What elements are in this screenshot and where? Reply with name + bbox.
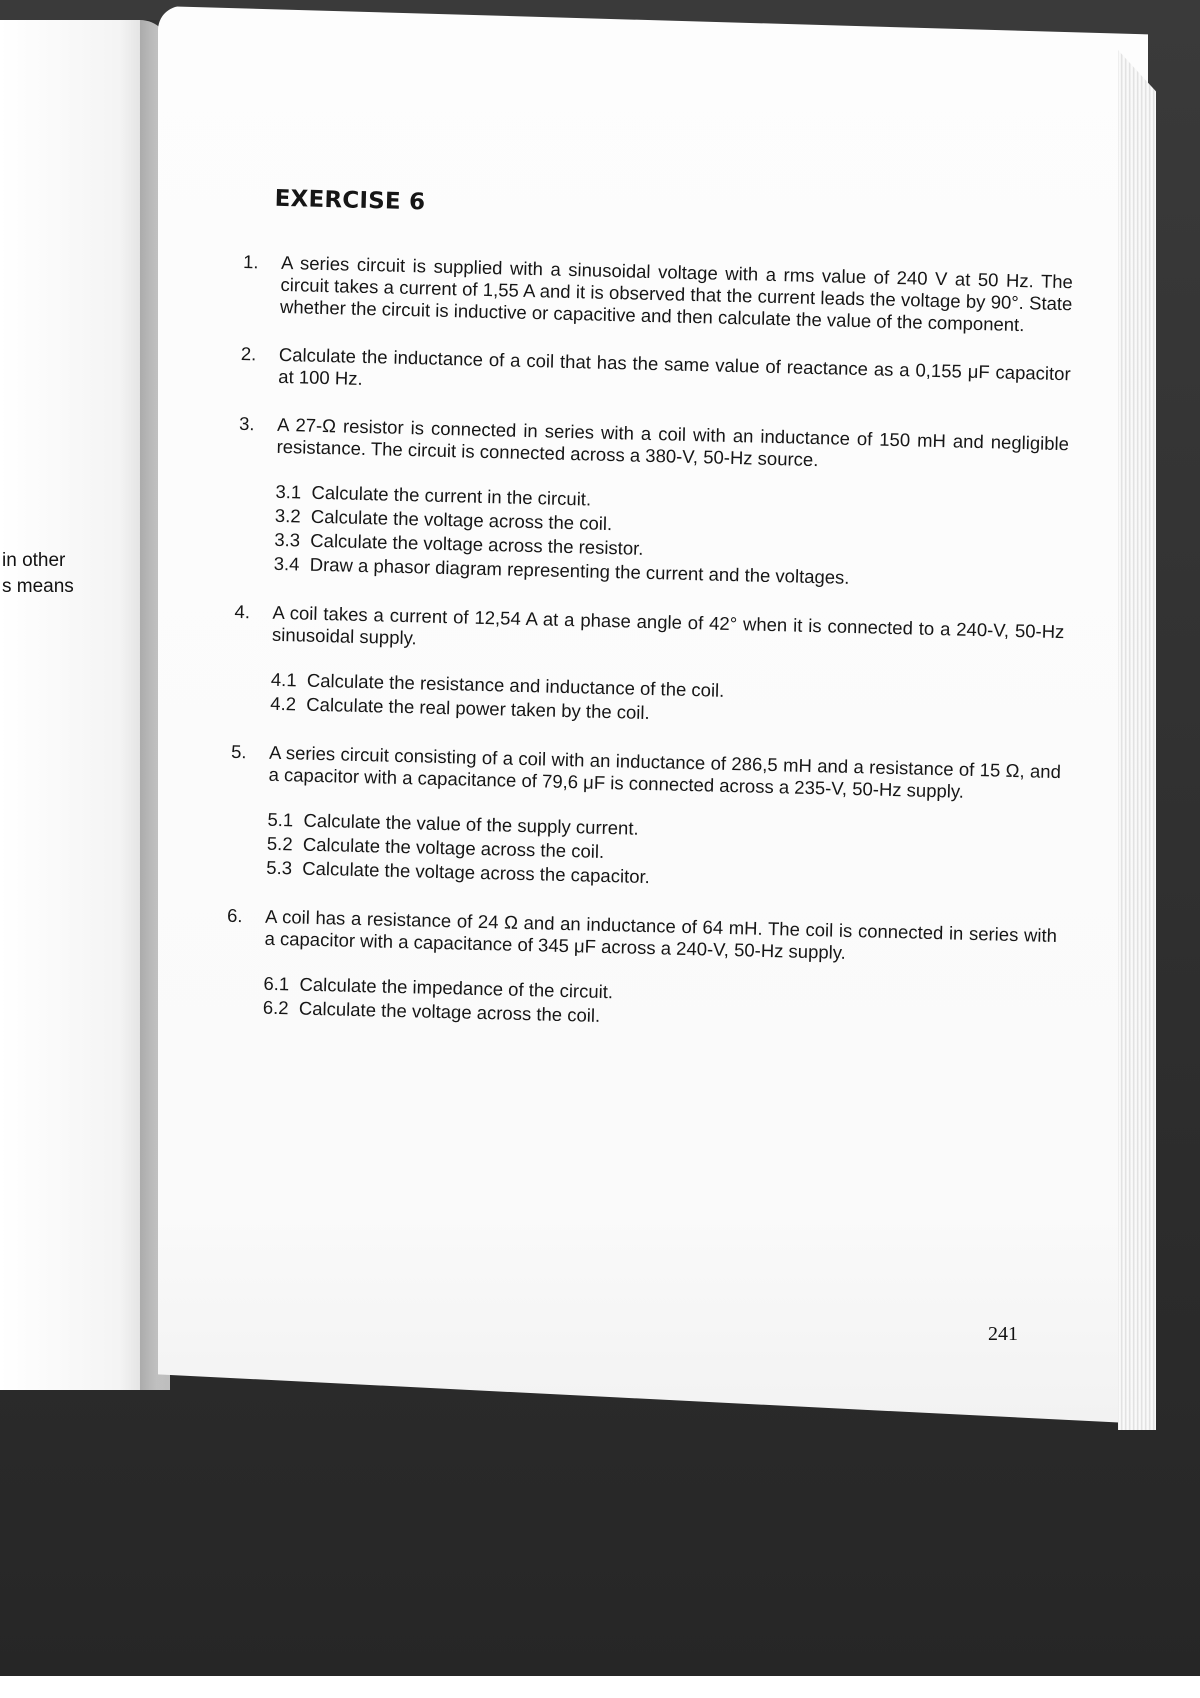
- question-number: 4.: [234, 600, 251, 623]
- page-number: 241: [988, 1323, 1018, 1345]
- sub-question-number: 3.2: [274, 504, 301, 527]
- sub-question-number: 4.1: [270, 668, 297, 691]
- sub-question-text: Calculate the current in the circuit.: [311, 481, 592, 510]
- page-edge-stack: [1118, 50, 1156, 1430]
- question-text: Calculate the inductance of a coil that has the same value of reactance as a 0,155 μF capacitor at 100 Hz.: [278, 343, 1071, 389]
- sub-question-text: Draw a phasor diagram representing the current and the voltages.: [309, 553, 850, 588]
- sub-question-text: Calculate the voltage across the coil.: [302, 833, 605, 862]
- sub-question-text: Calculate the voltage across the coil.: [310, 505, 613, 535]
- sub-question-list: [273, 480, 1067, 595]
- sub-question-number: 3.4: [273, 552, 300, 575]
- question-text: A coil takes a current of 12,54 A at a phase angle of 42° when it is connected to a 240-V, 50-Hz sinusoidal supply.: [271, 601, 1065, 649]
- sub-question-number: 5.3: [266, 856, 293, 879]
- question-number: 6.: [226, 904, 243, 927]
- sub-question-list: [266, 808, 1060, 899]
- question-6: [225, 905, 1058, 1039]
- sub-question-text: Calculate the voltage across the resistor.: [310, 529, 644, 559]
- sub-question-number: 6.2: [262, 996, 289, 1019]
- sub-question-text: Calculate the voltage across the coil.: [298, 997, 601, 1026]
- question-text: A 27-Ω resistor is connected in series with a coil with an inductance of 150 mH and negligible resistance. The circuit is connected across a 380-V, 50-Hz source.: [276, 413, 1070, 471]
- sub-question-list: [270, 668, 1063, 735]
- sub-question-text: Calculate the real power taken by the coil.: [306, 693, 650, 724]
- question-3: [235, 413, 1069, 595]
- sub-question-text: Calculate the value of the supply current.: [303, 809, 639, 839]
- question-number: 5.: [230, 740, 247, 763]
- question-text: A series circuit is supplied with a sinusoidal voltage with a rms value of 240 V at 50 Hz. The circuit takes a current of 1,55 A and it is observed that the current leads the voltage by 90°. State whether the circuit is inductive or capacitive and then calculate the value of the component.: [279, 251, 1074, 336]
- question-number: 2.: [240, 342, 257, 365]
- exercise-content: [224, 185, 1075, 1065]
- sub-question-number: 5.2: [266, 832, 293, 855]
- sub-question-text: Calculate the voltage across the capacitor.: [302, 857, 651, 888]
- sub-question-list: [263, 972, 1056, 1039]
- sub-question-number: 4.2: [270, 692, 297, 715]
- question-text: A series circuit consisting of a coil with an inductance of 286,5 mH and a resistance of 15 Ω, and a capacitor with a capacitance of 79,6 μF is connected across a 235-V, 50-Hz supply.: [268, 741, 1062, 802]
- question-number: 1.: [242, 250, 259, 273]
- sub-question-number: 3.3: [274, 528, 301, 551]
- sub-question-text: Calculate the resistance and inductance of the coil.: [306, 669, 725, 701]
- question-4: [232, 601, 1065, 735]
- left-page-fragment-1: in other: [2, 550, 66, 571]
- sub-question-text: Calculate the impedance of the circuit.: [299, 973, 614, 1003]
- question-5: [228, 741, 1061, 899]
- sub-question-number: 6.1: [263, 972, 290, 995]
- sub-question-number: 3.1: [275, 480, 302, 503]
- scan-bottom-margin: [0, 1676, 1200, 1698]
- question-number: 3.: [238, 412, 255, 435]
- left-page-fragment-2: s means: [2, 576, 74, 597]
- question-2: [240, 343, 1071, 407]
- sub-question-number: 5.1: [267, 808, 294, 831]
- exercise-title: EXERCISE 6: [274, 185, 426, 216]
- question-text: A coil has a resistance of 24 Ω and an inductance of 64 mH. The coil is connected in series with a capacitor with a capacitance of 345 μF across a 240-V, 50-Hz supply.: [264, 905, 1058, 963]
- question-1: [242, 251, 1073, 337]
